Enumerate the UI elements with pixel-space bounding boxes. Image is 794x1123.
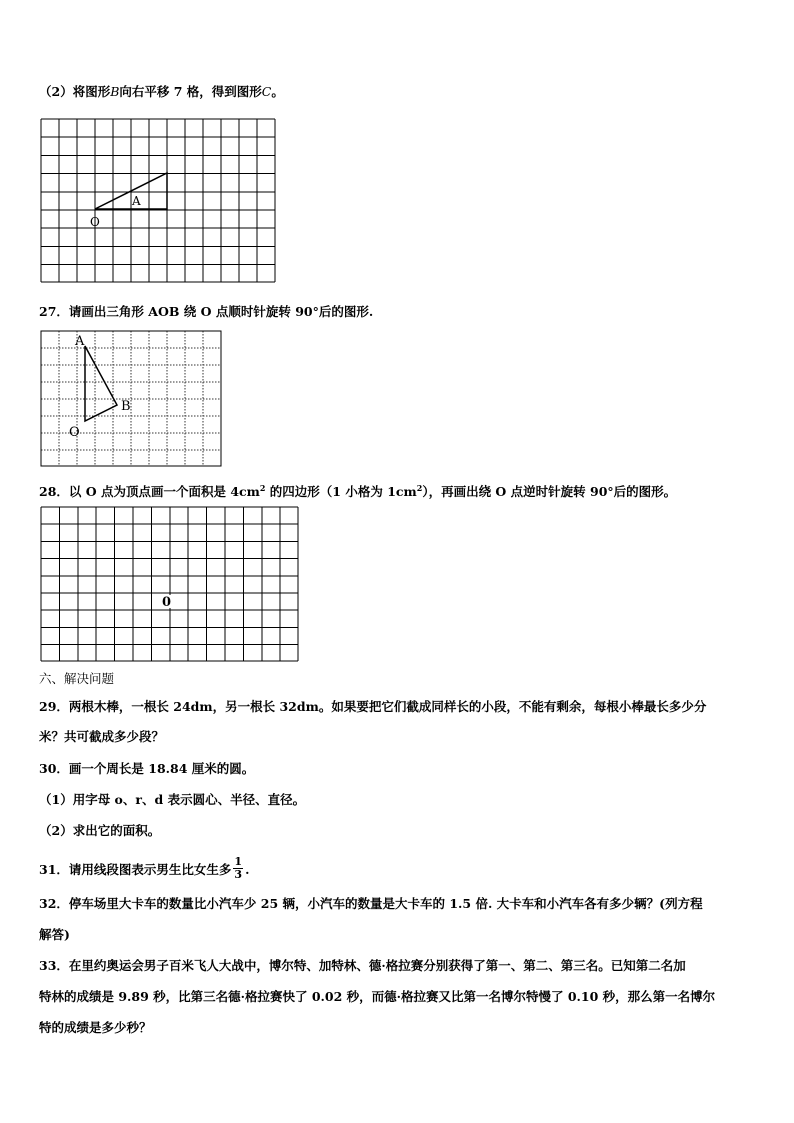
question-33-line-3: 特的成绩是多少秒？ [39,1020,152,1035]
grid-lines [41,119,275,282]
question-31: 31．请用线段图表示男生比女生多 $\frac{1}{3}$ . [39,855,250,881]
grid-rotation [40,330,222,467]
figure-c-label: C [261,84,272,99]
question-30: 30．画一个周长是 18.84 厘米的圆。 [39,761,255,776]
question-32-line-2: 解答) [39,927,70,942]
question-33-line-1: 33．在里约奥运会男子百米飞人大战中，博尔特、加特林、德·格拉赛分别获得了第一、第二、第三名。已知第二名加 [39,958,686,973]
label-a: A [132,194,141,208]
question-27: 27．请画出三角形 AOB 绕 O 点顺时针旋转 90°后的图形. [39,304,374,319]
triangle-aob [85,346,117,421]
fraction-one-third: $\frac{1}{3}$ [234,855,243,881]
question-29-line-1: 29．两根木棒，一根长 24dm，另一根长 32dm。如果要把它们截成同样长的小段，不能有剩余，每根小棒最长多少分 [39,699,707,714]
question-32-line-1: 32．停车场里大卡车的数量比小汽车少 25 辆，小汽车的数量是大卡车的 1.5 倍. 大卡车和小汽车各有多少辆？(列方程 [39,896,703,911]
question-29-line-2: 米？共可截成多少段？ [39,729,165,744]
question-30-sub-2: （2）求出它的面积。 [39,823,161,838]
point-o-label: 0 [162,595,172,610]
label-a: A [75,334,85,349]
label-o: O [90,215,100,229]
grid-translation [40,118,276,283]
label-b: B [121,399,131,414]
question-33-line-2: 特林的成绩是 9.89 秒，比第三名德·格拉赛快了 0.02 秒，而德·格拉赛又比第一名博尔特慢了 0.10 秒，那么第一名博尔 [39,989,716,1004]
question-30-sub-1: （1）用字母 o、r、d 表示圆心、半径、直径。 [39,792,306,807]
grid-lines [41,507,298,661]
label-o: O [69,425,80,440]
question-26-part-2: （2）将图形B向右平移 7 格，得到图形C。 [39,84,284,99]
grid-quadrilateral [40,506,300,662]
grid-dotted-lines [41,331,221,466]
section-6-title: 六、解决问题 [39,671,115,686]
figure-b-label: B [110,84,120,99]
question-28: 28．以 O 点为顶点画一个面积是 $4cm^2$ 的四边形（1 小格为 $1cm^2$），再画出绕 O 点逆时针旋转 90°后的图形。 [39,483,677,500]
